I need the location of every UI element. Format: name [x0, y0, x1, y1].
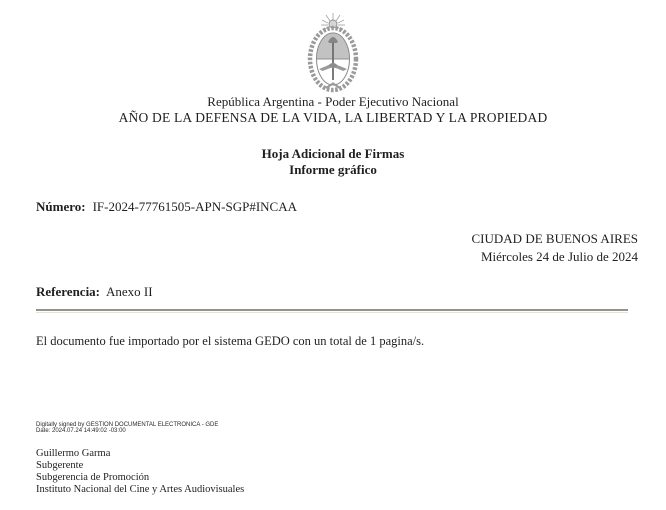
body-text: El documento fue importado por el sistema GEDO con un total de 1 pagina/s. [36, 334, 425, 348]
number-value: IF-2024-77761505-APN-SGP#INCAA [92, 199, 297, 214]
signer-block [36, 448, 244, 496]
header-year-motto-line: AÑO DE LA DEFENSA DE LA VIDA, LA LIBERTAD Y LA PROPIEDAD [118, 110, 548, 125]
separator-rule [36, 309, 628, 313]
digital-signature-stamp [36, 422, 218, 434]
signer-unit: Subgerencia de Promoción [36, 472, 150, 483]
city-line: CIUDAD DE BUENOS AIRES [471, 231, 638, 246]
argentina-coat-of-arms-icon [297, 13, 369, 93]
reference-value: Anexo II [106, 284, 153, 299]
document-title: Hoja Adicional de Firmas [261, 146, 405, 161]
signer-title: Subgerente [36, 460, 84, 471]
reference-line [36, 284, 153, 300]
signer-org: Instituto Nacional del Cine y Artes Audiovisuales [36, 484, 245, 495]
number-label: Número: [36, 199, 86, 214]
stamp-signed-by-line: Digitally signed by GESTION DOCUMENTAL ELECTRONICA - GDE [36, 422, 219, 428]
stamp-date-line: Date: 2024.07.24 14:49:02 -03:00 [36, 428, 126, 434]
date-line: Miércoles 24 de Julio de 2024 [480, 249, 638, 264]
number-line [36, 199, 297, 215]
reference-label: Referencia: [36, 284, 101, 299]
header-republic-line: República Argentina - Poder Ejecutivo Nacional [207, 94, 459, 109]
signer-name: Guillermo Garma [36, 448, 111, 459]
document-subtitle: Informe gráfico [289, 162, 377, 177]
